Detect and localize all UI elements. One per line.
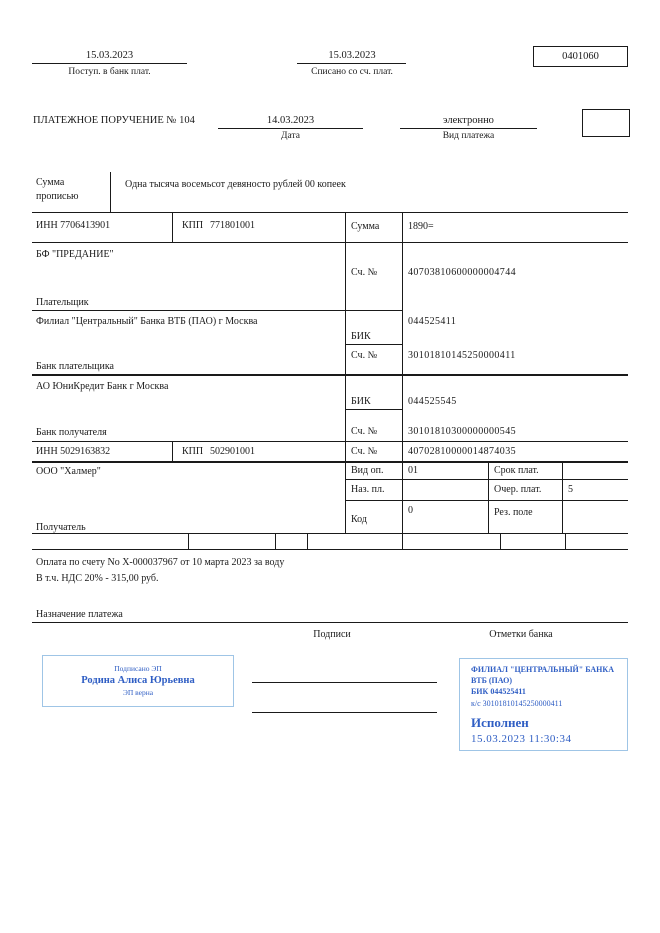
bank-stamp-line-2: ВТБ (ПАО) [471, 676, 513, 685]
sum-label: Сумма [351, 221, 380, 232]
sum-words-label-1: Сумма [36, 177, 65, 188]
payee-kpp-label: КПП [182, 446, 204, 457]
grid-line [32, 212, 628, 213]
bank-stamp-datetime: 15.03.2023 11:30:34 [471, 733, 572, 745]
grid-line [172, 212, 173, 242]
payee-bank-bik-label: БИК [351, 396, 371, 407]
payer-acc-label: Сч. № [351, 267, 378, 278]
debited-label: Списано со сч. плат. [311, 67, 393, 77]
grid-line [172, 441, 173, 461]
payee-inn: ИНН 5029163832 [36, 446, 111, 457]
grid-line [345, 479, 628, 480]
bank-marks-heading: Отметки банка [489, 629, 553, 640]
payer-bank-bik: 044525411 [408, 316, 457, 327]
bank-stamp-status: Исполнен [471, 715, 529, 730]
esignature-stamp-line-3: ЭП верна [122, 688, 154, 697]
bank-stamp-line-1: ФИЛИАЛ "ЦЕНТРАЛЬНЫЙ" БАНКА [471, 665, 614, 674]
grid-line [307, 533, 308, 549]
esignature-stamp-name: Родина Алиса Юрьевна [81, 675, 195, 686]
grid-line [565, 533, 566, 549]
grid-line [562, 461, 563, 533]
grid-line [345, 344, 402, 345]
purpose-caption: Назначение платежа [36, 609, 123, 620]
payee-bank-acc: 30101810300000000545 [408, 426, 516, 437]
received-label: Поступ. в банк плат. [68, 67, 151, 77]
grid-line [345, 212, 346, 533]
priority-box [582, 109, 630, 137]
signature-line-1 [252, 682, 437, 683]
form-code: 0401060 [562, 51, 599, 62]
purpose-underline [32, 622, 628, 623]
signature-line-2 [252, 712, 437, 713]
purpose-line-1: Оплата по счету No X-000037967 от 10 марта 2023 за воду [36, 557, 285, 568]
ocher-plat-value: 5 [568, 484, 573, 495]
payer-caption: Плательщик [36, 297, 89, 308]
payer-inn: ИНН 7706413901 [36, 220, 111, 231]
debited-date: 15.03.2023 [328, 50, 376, 61]
payee-caption: Получатель [36, 522, 86, 533]
payee-bank-caption: Банк получателя [36, 427, 107, 438]
bank-stamp-line-3: БИК 044525411 [471, 687, 526, 696]
kod-value: 0 [408, 505, 413, 516]
payee-bank-acc-label: Сч. № [351, 426, 378, 437]
grid-line [32, 549, 628, 550]
grid-line [500, 533, 501, 549]
payee-kpp: 502901001 [210, 446, 255, 457]
rez-pole-label: Рез. поле [494, 507, 533, 518]
received-date-underline [32, 63, 187, 64]
grid-line [345, 500, 628, 501]
doc-date-underline [218, 128, 363, 129]
payment-kind-label: Вид платежа [442, 131, 495, 141]
grid-line [275, 533, 276, 549]
payer-acc: 40703810600000004744 [408, 267, 516, 278]
sum-words-label-2: прописью [36, 191, 79, 202]
payer-bank-acc-label: Сч. № [351, 350, 378, 361]
grid-line [345, 409, 402, 410]
naz-pl-label: Наз. пл. [351, 484, 385, 495]
payer-kpp-label: КПП [182, 220, 204, 231]
payee-acc-label: Сч. № [351, 446, 378, 457]
debited-date-underline [297, 63, 406, 64]
esignature-stamp [42, 655, 234, 707]
payment-kind-underline [400, 128, 537, 129]
sum-words-text: Одна тысяча восемьсот девяносто рублей 00 копеек [125, 179, 346, 190]
payment-kind-value: электронно [443, 115, 494, 126]
bank-stamp-line-4: к/с 30101810145250000411 [471, 699, 563, 708]
payee-name: ООО "Халмер" [36, 466, 101, 477]
bank-stamp [459, 658, 628, 751]
grid-line [32, 310, 402, 311]
kod-label: Код [351, 514, 367, 525]
doc-title: ПЛАТЕЖНОЕ ПОРУЧЕНИЕ № 104 [33, 115, 195, 126]
payer-bank-caption: Банк плательщика [36, 361, 114, 372]
payer-kpp: 771801001 [210, 220, 255, 231]
payee-acc: 40702810000014874035 [408, 446, 516, 457]
purpose-line-2: В т.ч. НДС 20% - 315,00 руб. [36, 573, 159, 584]
grid-line [32, 441, 628, 442]
form-code-box [533, 46, 628, 67]
grid-line [110, 172, 111, 212]
grid-line-thick [32, 461, 628, 463]
doc-date: 14.03.2023 [266, 115, 315, 126]
doc-date-label: Дата [281, 131, 300, 141]
grid-line [32, 242, 628, 243]
grid-line-thick [32, 374, 628, 376]
payee-bank-bik: 044525545 [408, 396, 457, 407]
vid-op-label: Вид оп. [351, 465, 384, 476]
sum-value: 1890= [408, 221, 434, 232]
grid-line [188, 533, 189, 549]
payer-bank-acc: 30101810145250000411 [408, 350, 516, 361]
payer-bank-name: Филиал "Центральный" Банка ВТБ (ПАО) г Москва [36, 316, 258, 327]
grid-line [488, 461, 489, 533]
signatures-heading: Подписи [313, 629, 351, 640]
payer-name: БФ "ПРЕДАНИЕ" [36, 249, 114, 260]
vid-op-value: 01 [408, 465, 418, 476]
ocher-plat-label: Очер. плат. [494, 484, 542, 495]
grid-line [32, 533, 628, 534]
payer-bank-bik-label: БИК [351, 331, 371, 342]
srok-plat-label: Срок плат. [494, 465, 539, 476]
received-date: 15.03.2023 [85, 50, 134, 61]
payee-bank-name: АО ЮниКредит Банк г Москва [36, 381, 169, 392]
esignature-stamp-line-1: Подписано ЭП [114, 664, 162, 673]
grid-line [402, 212, 403, 549]
